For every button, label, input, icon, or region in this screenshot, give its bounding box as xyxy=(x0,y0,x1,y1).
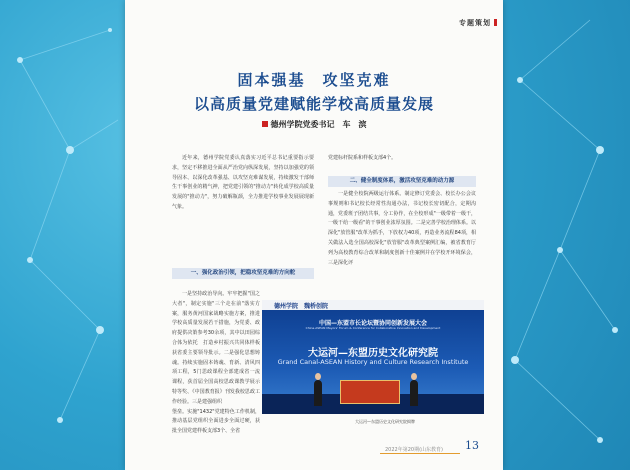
paragraph-intro: 近年来，德州学院党委认真落实习近平总书记重要指示要求，坚定不移推进全面从严治党向纵深发展，坚持以加强党的领导固本、以深化改革强基、以攻坚克难谋发展，持续激发干部师生干事创业的精气神，把党建引领的"推动力"转化成学校高质量发展的"推动力"，努力破解瓶颈，全力推进学校事业发展展现新气象。 xyxy=(172,155,314,210)
paragraph-political: 一是坚持政治导向。牢牢把握"国之大者"，制定实施"三个走在前"落实方案，服务黄河国家战略实施方案，推进学校高质量发展若干措施，为党委、政府提供决策参考30余项，其中以田园综合体为依托 打造乡村振兴共同体样板获省委主要领导批示。二是强化思想铸魂。持续实施固本铸魂、育新、清风四项工程，5门思政课程全部建成省一流课程，获首届全国高校思政课教学展示特等奖、《中国教育报》刊发我校思政工作经验。三是建强组织 xyxy=(172,291,260,405)
photo-person-left xyxy=(314,380,322,406)
section-heading-2: 二、健全制度体系，激活攻坚克难的动力源 xyxy=(328,176,476,187)
photo-main-title-cn: 大运河—东盟历史文化研究院 xyxy=(308,348,438,359)
paragraph-continuation: 党建标杆院系和样板支部4个。 xyxy=(328,155,397,161)
paragraph-political-cont: 堡垒。实施"1432"党建特色工作机制，推动基层党组织全面进步全面过硬，获批全国党建样板支部3个、全省 xyxy=(172,408,260,435)
article-title-line1: 固本强基 攻坚克难 xyxy=(237,71,391,89)
section-heading-1: 一、强化政治引领，把稳攻坚克难的方向舵 xyxy=(172,268,314,279)
footer-line xyxy=(380,453,460,454)
column-left-top xyxy=(172,154,314,213)
section-marker xyxy=(494,19,497,26)
article-title-line2: 以高质量党建赋能学校高质量发展 xyxy=(193,95,434,113)
photo-subtitle-cn: 中国—东盟市长论坛暨协同创新发展大会 xyxy=(318,320,427,327)
paragraph-system: 一是健全校院两级运行体系。制定修订党委会、校长办公会议事规则和书记校长经常性沟通办法，书记校长密切配合，定期沟通，党委班子团结共事，分工协作，在全校形成"一级带着一级干，一级干给一级看"的干事创业浓厚氛围。二是完善学校治理体系。以深化"放管服"改革为抓手，下放权力40项，再造业务流程84项，相关做法入选全国高校深化"放管服"改革典型案例汇编，被省教育厅列为高校教育综合改革和制度创新十佳案例并在学校开环境保会，三是深化评 xyxy=(328,191,476,266)
column-right-body xyxy=(328,190,476,268)
section-label: 专题策划 xyxy=(459,19,491,27)
photo-subtitle-en: China-ASEAN Mayors' Forum & Conference for Collaborative Innovation and Development xyxy=(305,326,441,330)
photo-caption: 大运河—东盟历史文化研究院揭牌 xyxy=(355,419,415,424)
page-number: 13 xyxy=(465,439,479,452)
photo-banner-top xyxy=(262,300,484,310)
column-right xyxy=(328,154,476,164)
byline-text: 德州学院党委书记 车 滨 xyxy=(270,120,367,129)
photo-logo: 德州学院 魏桥创院 xyxy=(274,303,329,310)
byline-marker xyxy=(262,121,268,127)
photo-plaque xyxy=(340,380,400,404)
column-left-bottom xyxy=(172,290,260,437)
magazine-page xyxy=(125,0,503,470)
author-byline xyxy=(125,119,503,130)
footer-issue: 2022年第20期(山东教育) xyxy=(385,447,443,453)
photo-main-title-en: Grand Canal-ASEAN History and Culture Research Institute xyxy=(277,358,469,366)
photo-person-right xyxy=(410,380,418,406)
event-photo xyxy=(262,300,484,414)
